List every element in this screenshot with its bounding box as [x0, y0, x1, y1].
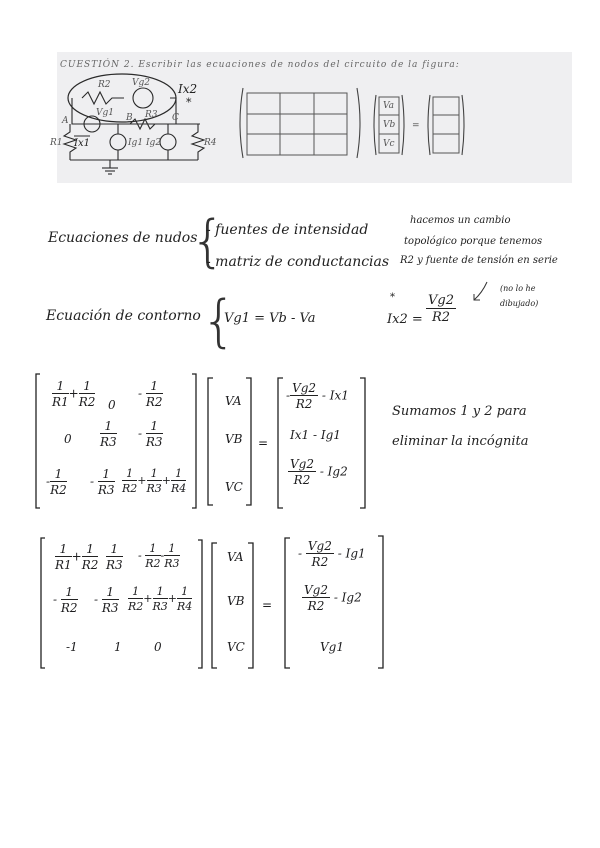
v2-vc: VC [227, 640, 245, 654]
rhs1-r2: Ix1 - Ig1 [290, 428, 341, 442]
v1-vc: VC [225, 480, 243, 494]
ig2-source [160, 134, 176, 150]
ix2-star: * [390, 292, 395, 303]
m1-r1-c1: $\frac{1}{R1}$ + $\frac{1}{R2}$ [52, 379, 96, 409]
m1-r3-c3: $\frac{1}{R2}$ + $\frac{1}{R3}$ + $\frac{1}{R4}$ [122, 467, 187, 495]
vector2-bracket-left [212, 543, 217, 668]
label-r4: R4 [204, 138, 217, 148]
m1-r2-c3: - $\frac{1}{R3}$ [138, 419, 163, 449]
label-ix1: Ix1 [74, 138, 90, 149]
rhs2-r2: $\frac{Vg2}{R2}$ - Ig2 [304, 583, 362, 613]
m1-r2-c1: 0 [64, 432, 72, 446]
header-matrix-bracket-left [240, 88, 243, 158]
m2-r2-c3: $\frac{1}{R2}$ + $\frac{1}{R3}$ + $\frac{1}{R4}$ [128, 585, 193, 613]
ecuacion-contorno-label: Ecuación de contorno [46, 308, 201, 324]
rhs2-bracket-right [378, 536, 383, 668]
cambio-line3: R2 y fuente de tensión en serie [400, 255, 558, 266]
m1-r1-c2: 0 [108, 398, 116, 412]
label-r3: R3 [145, 110, 158, 120]
m1-r3-c2: - $\frac{1}{R3}$ [90, 467, 115, 497]
header-equals: = [412, 121, 420, 131]
header-vector-vb: Vb [383, 120, 396, 130]
header-vector-va: Va [383, 101, 395, 111]
ix2-denominator: R2 [431, 310, 451, 325]
m1-r3-c1: - $\frac{1}{R2}$ [46, 467, 67, 497]
header-matrix-bracket-right [357, 88, 360, 158]
rhs1-bracket-right [360, 378, 365, 508]
label-ix2: Ix2 [178, 82, 198, 96]
vector2-bracket-right [248, 543, 253, 668]
r4-resistor [192, 124, 204, 160]
m2-r1-c1: $\frac{1}{R1}$ + $\frac{1}{R2}$ [55, 542, 99, 572]
matrix2-bracket-right [198, 540, 202, 668]
m1-r1-c3: - $\frac{1}{R2}$ [138, 379, 163, 409]
question-text: CUESTIÓN 2. Escribir las ecuaciones de nodos del circuito de la figura: [60, 60, 460, 70]
m2-r3-c3: 0 [154, 640, 162, 654]
note-arrow [474, 282, 487, 300]
vector1-bracket-left [208, 378, 213, 505]
fuentes-text: - fuentes de intensidad [206, 222, 369, 238]
m2-r3-c1: -1 [66, 640, 78, 654]
header-matrix-grid [247, 93, 347, 155]
matrix1-bracket-left [36, 374, 40, 508]
rhs1-r1: - $\frac{Vg2}{R2}$ - Ix1 [286, 381, 349, 411]
label-ig2: Ig2 [146, 138, 162, 148]
nolo-line1: (no lo he [500, 284, 536, 293]
ix2-fraction [426, 294, 456, 324]
rhs1-r3: $\frac{Vg2}{R2}$ - Ig2 [290, 457, 348, 487]
matrix2-bracket-left [41, 538, 45, 668]
sumamos-line1: Sumamos 1 y 2 para [392, 404, 527, 419]
m2-r2-c2: - $\frac{1}{R3}$ [94, 585, 119, 615]
v2-va: VA [227, 550, 244, 564]
cambio-line1: hacemos un cambio [410, 215, 511, 226]
rhs2-r1: - $\frac{Vg2}{R2}$ - Ig1 [298, 539, 366, 569]
brace-nudos: { [190, 209, 226, 274]
label-r1: R1 [50, 138, 63, 148]
v2-vb: VB [227, 594, 245, 608]
rhs2-bracket-left [285, 538, 290, 668]
brace-contorno: { [201, 289, 237, 354]
matrix1-bracket-right [192, 374, 196, 508]
label-vg1: Vg1 [96, 108, 114, 118]
v1-vb: VB [225, 432, 243, 446]
m2-r1-c3: - $\frac{1}{R2}$ - $\frac{1}{R3}$ [138, 542, 180, 570]
vector1-bracket-right [246, 378, 251, 505]
label-b: B [126, 113, 133, 123]
label-ig1: Ig1 [128, 138, 144, 148]
m2-r3-c2: 1 [114, 640, 122, 654]
m2-r1-c2: $\frac{1}{R3}$ [106, 542, 123, 572]
ecuaciones-nudos-label: Ecuaciones de nudos [48, 230, 198, 246]
ix2-numerator: Vg2 [428, 293, 454, 308]
m2-equals: = [262, 598, 273, 612]
label-c: C [172, 113, 179, 123]
m2-r2-c1: - $\frac{1}{R2}$ [53, 585, 78, 615]
label-r2: R2 [98, 80, 111, 90]
m1-r2-c2: $\frac{1}{R3}$ [100, 419, 117, 449]
sumamos-line2: eliminar la incógnita [392, 434, 529, 449]
nolo-line2: dibujado) [500, 299, 539, 308]
matriz-text: - matriz de conductancias [206, 254, 390, 270]
vg2-source [133, 88, 153, 108]
rhs2-r3: Vg1 [320, 640, 344, 654]
m1-equals: = [258, 436, 269, 450]
rhs1-bracket-left [278, 378, 283, 508]
label-star: * [186, 96, 192, 109]
ig1-source [110, 134, 126, 150]
r2-resistor [82, 92, 124, 104]
header-vector-vc: Vc [383, 139, 395, 149]
v1-va: VA [225, 394, 242, 408]
ix2-label: Ix2 = [387, 312, 423, 327]
label-vg2: Vg2 [132, 78, 150, 88]
label-a: A [62, 116, 69, 126]
cambio-line2: topológico porque tenemos [404, 236, 543, 247]
contorno-equation: Vg1 = Vb - Va [224, 311, 316, 326]
